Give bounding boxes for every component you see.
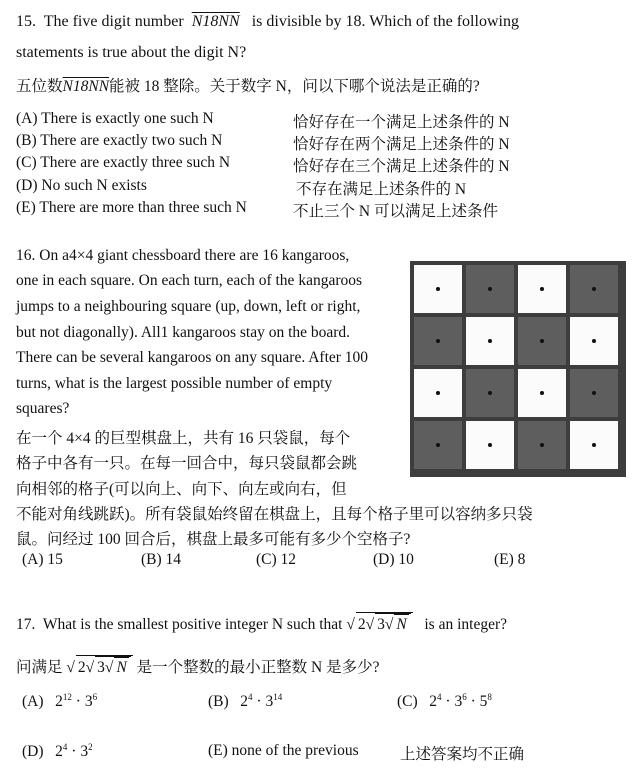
q17-line1 xyxy=(16,612,507,635)
q15-number: 15. xyxy=(16,13,36,30)
exp: 6 xyxy=(462,692,467,702)
board-cell xyxy=(518,421,566,469)
kangaroo-dot xyxy=(592,339,596,343)
q15-line2: statements is true about the digit N? xyxy=(16,44,247,61)
kangaroo-dot xyxy=(436,443,440,447)
q15-option-b-cn: 恰好存在两个满足上述条件的 N xyxy=(293,136,510,153)
kangaroo-dot xyxy=(540,339,544,343)
chessboard-figure xyxy=(410,261,626,477)
q15-option-e: (E) There are more than three such N xyxy=(16,199,247,216)
base: 2 xyxy=(429,693,438,710)
q16-cn-line-3: 向相邻的格子(可以向上、向下、向左或向右，但 xyxy=(16,481,347,498)
q15-cn-prefix: 五位数 xyxy=(16,78,63,95)
kangaroo-dot xyxy=(488,287,492,291)
board-cell xyxy=(570,265,618,313)
board-cell xyxy=(466,369,514,417)
q16-answer-e: (E) 8 xyxy=(494,551,526,568)
q15-text-part2: is divisible by 18. Which of the following xyxy=(251,13,519,30)
radical-inner-cn: N xyxy=(116,659,127,676)
q17-number: 17. xyxy=(16,616,36,633)
q15-option-e-cn: 不止三个 N 可以满足上述条件 xyxy=(293,203,498,220)
board-cell xyxy=(414,265,462,313)
board-cell xyxy=(466,317,514,365)
kangaroo-dot xyxy=(540,391,544,395)
base: 2 xyxy=(240,693,249,710)
q17-answer-e: (E) none of the previous xyxy=(208,742,359,759)
board-cell xyxy=(570,317,618,365)
exp: 12 xyxy=(62,692,72,702)
radical-mid: 3 xyxy=(377,616,385,633)
q16-en-line-1: 16. On a4×4 giant chessboard there are 16 kangaroos, xyxy=(16,247,350,264)
q15-option-c-cn: 恰好存在三个满足上述条件的 N xyxy=(293,158,510,175)
q17-c-label: (C) xyxy=(397,693,418,710)
exp: 14 xyxy=(273,692,283,702)
base: 3 xyxy=(84,693,93,710)
q17-answer-b: (B) $2^4 \cdot 3^{14}$ xyxy=(208,692,283,710)
board-cell xyxy=(518,265,566,313)
kangaroo-dot xyxy=(436,391,440,395)
q17-answer-c: (C) $2^4 \cdot 3^6 \cdot 5^8$ xyxy=(397,692,492,710)
board-cell xyxy=(570,369,618,417)
q16-en-line-6: turns, what is the largest possible number of empty xyxy=(16,375,333,392)
board-cell xyxy=(518,317,566,365)
q16-answer-a: (A) 15 xyxy=(22,551,63,568)
exp: 6 xyxy=(92,692,98,702)
radical-outer: 2 xyxy=(357,616,366,633)
kangaroo-dot xyxy=(436,339,440,343)
exp: 4 xyxy=(437,692,442,702)
q16-en-line-7: squares? xyxy=(16,400,70,417)
q17-text-end: is an integer? xyxy=(424,616,507,633)
base: 5 xyxy=(479,693,488,710)
kangaroo-dot xyxy=(488,443,492,447)
q16-en-line-2: one in each square. On each turn, each of the kangaroos xyxy=(16,272,363,289)
board-cell xyxy=(518,369,566,417)
board-cell xyxy=(466,421,514,469)
q15-option-a-cn: 恰好存在一个满足上述条件的 N xyxy=(293,114,510,131)
kangaroo-dot xyxy=(436,287,440,291)
q15-option-d: (D) No such N exists xyxy=(16,177,147,194)
kangaroo-dot xyxy=(592,443,596,447)
kangaroo-dot xyxy=(540,443,544,447)
radical-outer-cn: 2 xyxy=(77,659,86,676)
q15-numeral: N18NN xyxy=(191,13,240,30)
q17-answer-a: (A) $2^{12} \cdot 3^6$ xyxy=(22,692,98,710)
board-cell xyxy=(570,421,618,469)
q17-answer-d: (D) $2^4 \cdot 3^2$ xyxy=(22,742,93,760)
board-cell xyxy=(414,369,462,417)
kangaroo-dot xyxy=(488,339,492,343)
q15-option-d-cn: 不存在满足上述条件的 N xyxy=(296,181,467,198)
q15-option-a: (A) There is exactly one such N xyxy=(16,110,214,127)
board-cell xyxy=(414,421,462,469)
exp: 4 xyxy=(248,692,253,702)
radical-mid-cn: 3 xyxy=(97,659,105,676)
q15-text-part1: The five digit number xyxy=(43,13,184,30)
q15-option-c: (C) There are exactly three such N xyxy=(16,154,231,171)
q17-cn-line xyxy=(16,655,379,678)
q17-b-label: (B) xyxy=(208,693,229,710)
q17-text: What is the smallest positive integer N such that xyxy=(42,616,343,633)
kangaroo-dot xyxy=(540,287,544,291)
q15-cn-suffix: 能被 18 整除。关于数字 N，问以下哪个说法是正确的? xyxy=(109,78,480,95)
q15-cn-line xyxy=(16,77,480,97)
kangaroo-dot xyxy=(592,287,596,291)
kangaroo-dot xyxy=(592,391,596,395)
q17-answer-e-cn: 上述答案均不正确 xyxy=(400,746,525,763)
exp: 2 xyxy=(88,742,93,752)
q16-cn-line-4: 不能对角线跳跃)。所有袋鼠始终留在棋盘上，且每个格子里可以容纳多只袋 xyxy=(16,506,533,523)
q17-cn-suffix: 是一个整数的最小正整数 N 是多少? xyxy=(136,659,380,676)
q15-option-b: (B) There are exactly two such N xyxy=(16,132,223,149)
base: 3 xyxy=(80,743,89,760)
q16-answer-d: (D) 10 xyxy=(373,551,414,568)
board-cell xyxy=(466,265,514,313)
q17-d-label: (D) xyxy=(22,743,44,760)
q16-en-line-3: jumps to a neighbouring square (up, down, left or right, xyxy=(16,298,361,315)
q15-line1 xyxy=(16,12,519,32)
base: 3 xyxy=(265,693,274,710)
radical-inner: N xyxy=(396,616,407,633)
q16-en-line-5: There can be several kangaroos on any square. After 100 xyxy=(16,349,369,366)
kangaroo-dot xyxy=(488,391,492,395)
exp: 4 xyxy=(62,742,68,752)
q16-cn-line-5: 鼠。问经过 100 回合后，棋盘上最多可能有多少个空格子? xyxy=(16,531,411,548)
exp: 8 xyxy=(487,692,492,702)
q17-a-label: (A) xyxy=(22,693,44,710)
q15-cn-numeral: N18NN xyxy=(62,78,110,95)
nested-radical-cn: √ 2√ 3√ N xyxy=(66,655,132,678)
q16-en-line-4: but not diagonally). All1 kangaroos stay on the board. xyxy=(16,324,351,341)
base: 2 xyxy=(55,693,63,710)
q16-cn-line-2: 格子中各有一只。在每一回合中，每只袋鼠都会跳 xyxy=(16,455,358,472)
nested-radical: √ 2√ 3√ N xyxy=(346,612,412,635)
q17-cn-prefix: 问满足 xyxy=(16,659,63,676)
base: 2 xyxy=(55,743,63,760)
q16-answer-b: (B) 14 xyxy=(141,551,182,568)
q16-answer-c: (C) 12 xyxy=(256,551,297,568)
base: 3 xyxy=(454,693,463,710)
board-cell xyxy=(414,317,462,365)
q16-cn-line-1: 在一个 4×4 的巨型棋盘上，共有 16 只袋鼠，每个 xyxy=(16,430,351,447)
